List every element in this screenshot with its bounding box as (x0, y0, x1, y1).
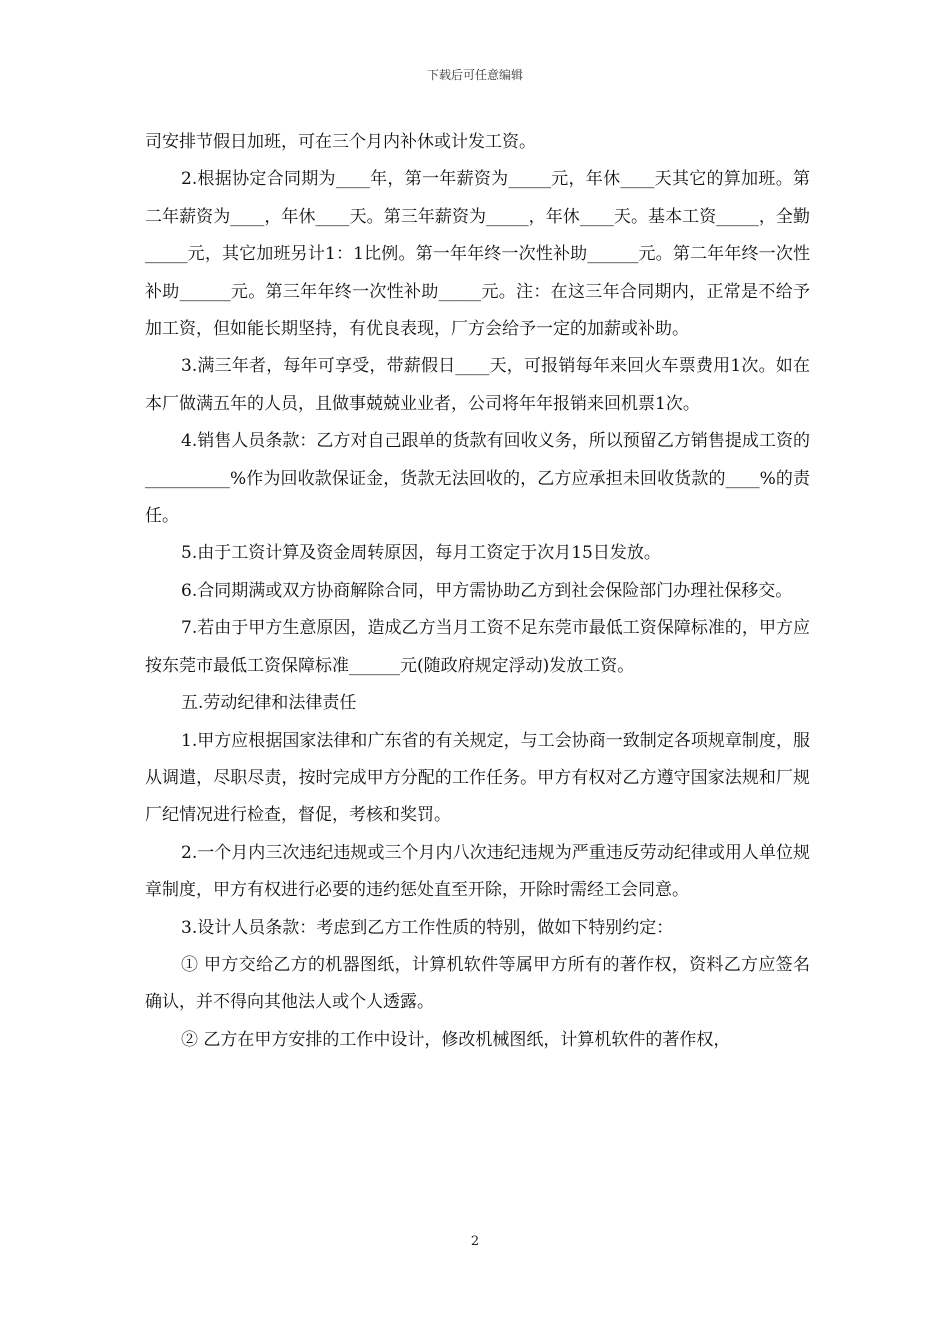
page-header: 下载后可任意编辑 (426, 68, 523, 82)
paragraph: 5.由于工资计算及资金周转原因，每月工资定于次月15日发放。 (181, 543, 661, 564)
paragraph: ② 乙方在甲方安排的工作中设计，修改机械图纸，计算机软件的著作权， (181, 1029, 731, 1050)
paragraph: 1.甲方应根据国家法律和广东省的有关规定，与工会协商一致制定各项规章制度，服从调遣，尽职尽责，按时完成甲方分配的工作任务。甲方有权对乙方遵守国家法规和厂规厂纪情况进行检查，督促，考核和奖罚。 (145, 730, 810, 826)
paragraph: 4.销售人员条款：乙方对自己跟单的货款有回收义务，所以预留乙方销售提成工资的__________%作为回收款保证金，货款无法回收的，乙方应承担未回收货款的____%的责任。 (145, 431, 810, 527)
section-heading: 五.劳动纪律和法律责任 (181, 693, 357, 714)
paragraph: 7.若由于甲方生意原因，造成乙方当月工资不足东莞市最低工资保障标准的，甲方应按东莞市最低工资保障标准______元(随政府规定浮动)发放工资。 (145, 618, 810, 676)
page-number: 2 (470, 1234, 480, 1249)
paragraph: 2.一个月内三次违纪违规或三个月内八次违纪违规为严重违反劳动纪律或用人单位规章制度，甲方有权进行必要的违约惩处直至开除，开除时需经工会同意。 (145, 842, 810, 901)
paragraph: 3.满三年者，每年可享受，带薪假日____天，可报销每年来回火车票费用1次。如在本厂做满五年的人员，且做事兢兢业业者，公司将年年报销来回机票1次。 (145, 356, 810, 414)
paragraph: ① 甲方交给乙方的机器图纸，计算机软件等属甲方所有的著作权，资料乙方应签名确认，并不得向其他法人或个人透露。 (145, 954, 810, 1013)
paragraph: 2.根据协定合同期为____年，第一年薪资为_____元，年休____天其它的算加班。第二年薪资为____，年休____天。第三年薪资为_____，年休____天。基本工资_____，全勤_____元，其它加班另计1：1比例。第一年年终一次性补助______元。第二年年终一次性补助______元。第三年年终一次性补助_____元。注：在这三年合同期内，正常是不给予加工资，但如能长期坚持，有优良表现，厂方会给予一定的加薪或补助。 (145, 169, 810, 340)
document-body (145, 124, 810, 1059)
paragraph: 6.合同期满或双方协商解除合同，甲方需协助乙方到社会保险部门办理社保移交。 (181, 580, 793, 601)
paragraph: 3.设计人员条款：考虑到乙方工作性质的特别，做如下特别约定： (181, 917, 674, 938)
paragraph: 司安排节假日加班，可在三个月内补休或计发工资。 (145, 132, 536, 152)
